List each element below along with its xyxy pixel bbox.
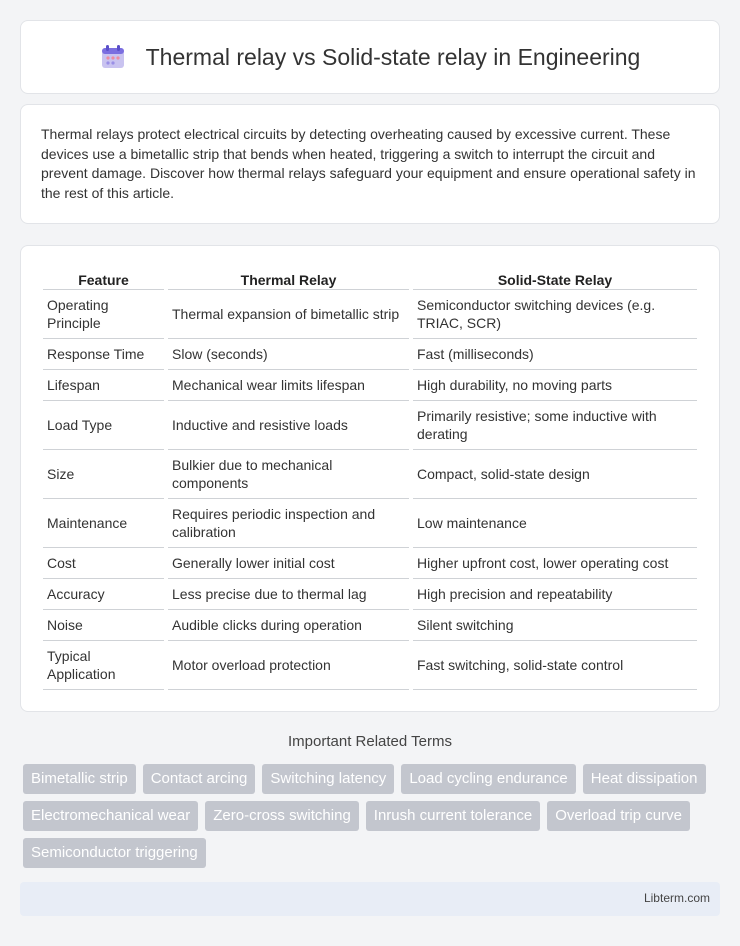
solid-state-cell: Higher upfront cost, lower operating cost — [413, 548, 697, 579]
header-card — [20, 20, 720, 94]
term-tag[interactable]: Zero-cross switching — [205, 801, 359, 831]
thermal-cell: Less precise due to thermal lag — [168, 579, 409, 610]
feature-cell: Response Time — [43, 339, 164, 370]
term-tag[interactable]: Electromechanical wear — [23, 801, 198, 831]
comparison-table — [39, 266, 701, 690]
solid-state-cell: Silent switching — [413, 610, 697, 641]
header-feature: Feature — [43, 266, 164, 290]
feature-cell: Load Type — [43, 401, 164, 450]
footer-brand-link[interactable]: Libterm.com — [643, 891, 710, 905]
solid-state-cell: Primarily resistive; some inductive with derating — [413, 401, 697, 450]
thermal-cell: Slow (seconds) — [168, 339, 409, 370]
calendar-icon — [100, 44, 126, 70]
term-tag[interactable]: Overload trip curve — [547, 801, 690, 831]
term-tag[interactable]: Switching latency — [262, 764, 394, 794]
thermal-cell: Inductive and resistive loads — [168, 401, 409, 450]
table-row — [43, 450, 697, 499]
header-thermal-relay: Thermal Relay — [168, 266, 409, 290]
related-terms-title: Important Related Terms — [288, 733, 452, 750]
table-row — [43, 548, 697, 579]
feature-cell: Lifespan — [43, 370, 164, 401]
header-solid-state-relay: Solid-State Relay — [413, 266, 697, 290]
table-row — [43, 339, 697, 370]
term-tag[interactable]: Inrush current tolerance — [366, 801, 540, 831]
comparison-table-card — [20, 245, 720, 712]
thermal-cell: Requires periodic inspection and calibration — [168, 499, 409, 548]
feature-cell: Maintenance — [43, 499, 164, 548]
term-tag[interactable]: Bimetallic strip — [23, 764, 136, 794]
intro-text: Thermal relays protect electrical circuits by detecting overheating caused by excessive current. These devices use a bimetallic strip that bends when heated, triggering a switch to interrupt the circuit and prevent damage. Discover how thermal relays safeguard your equipment and ensure operational safety in the rest of this article. — [41, 126, 696, 201]
term-tag[interactable]: Contact arcing — [143, 764, 256, 794]
feature-cell: Operating Principle — [43, 290, 164, 339]
thermal-cell: Motor overload protection — [168, 641, 409, 690]
table-row — [43, 290, 697, 339]
solid-state-cell: Low maintenance — [413, 499, 697, 548]
table-row — [43, 370, 697, 401]
thermal-cell: Mechanical wear limits lifespan — [168, 370, 409, 401]
table-row — [43, 641, 697, 690]
term-tag[interactable]: Heat dissipation — [583, 764, 706, 794]
solid-state-cell: Fast switching, solid-state control — [413, 641, 697, 690]
feature-cell: Size — [43, 450, 164, 499]
feature-cell: Noise — [43, 610, 164, 641]
feature-cell: Typical Application — [43, 641, 164, 690]
thermal-cell: Audible clicks during operation — [168, 610, 409, 641]
thermal-cell: Bulkier due to mechanical components — [168, 450, 409, 499]
solid-state-cell: Semiconductor switching devices (e.g. TRIAC, SCR) — [413, 290, 697, 339]
term-tag[interactable]: Load cycling endurance — [401, 764, 575, 794]
table-row — [43, 579, 697, 610]
table-row — [43, 499, 697, 548]
table-row — [43, 401, 697, 450]
table-row — [43, 610, 697, 641]
page-title: Thermal relay vs Solid-state relay in Engineering — [145, 43, 641, 70]
thermal-cell: Thermal expansion of bimetallic strip — [168, 290, 409, 339]
solid-state-cell: High durability, no moving parts — [413, 370, 697, 401]
footer — [20, 882, 720, 916]
related-terms-list — [23, 764, 723, 875]
thermal-cell: Generally lower initial cost — [168, 548, 409, 579]
feature-cell: Cost — [43, 548, 164, 579]
intro-card — [20, 104, 720, 224]
term-tag[interactable]: Semiconductor triggering — [23, 838, 206, 868]
feature-cell: Accuracy — [43, 579, 164, 610]
solid-state-cell: High precision and repeatability — [413, 579, 697, 610]
solid-state-cell: Compact, solid-state design — [413, 450, 697, 499]
solid-state-cell: Fast (milliseconds) — [413, 339, 697, 370]
